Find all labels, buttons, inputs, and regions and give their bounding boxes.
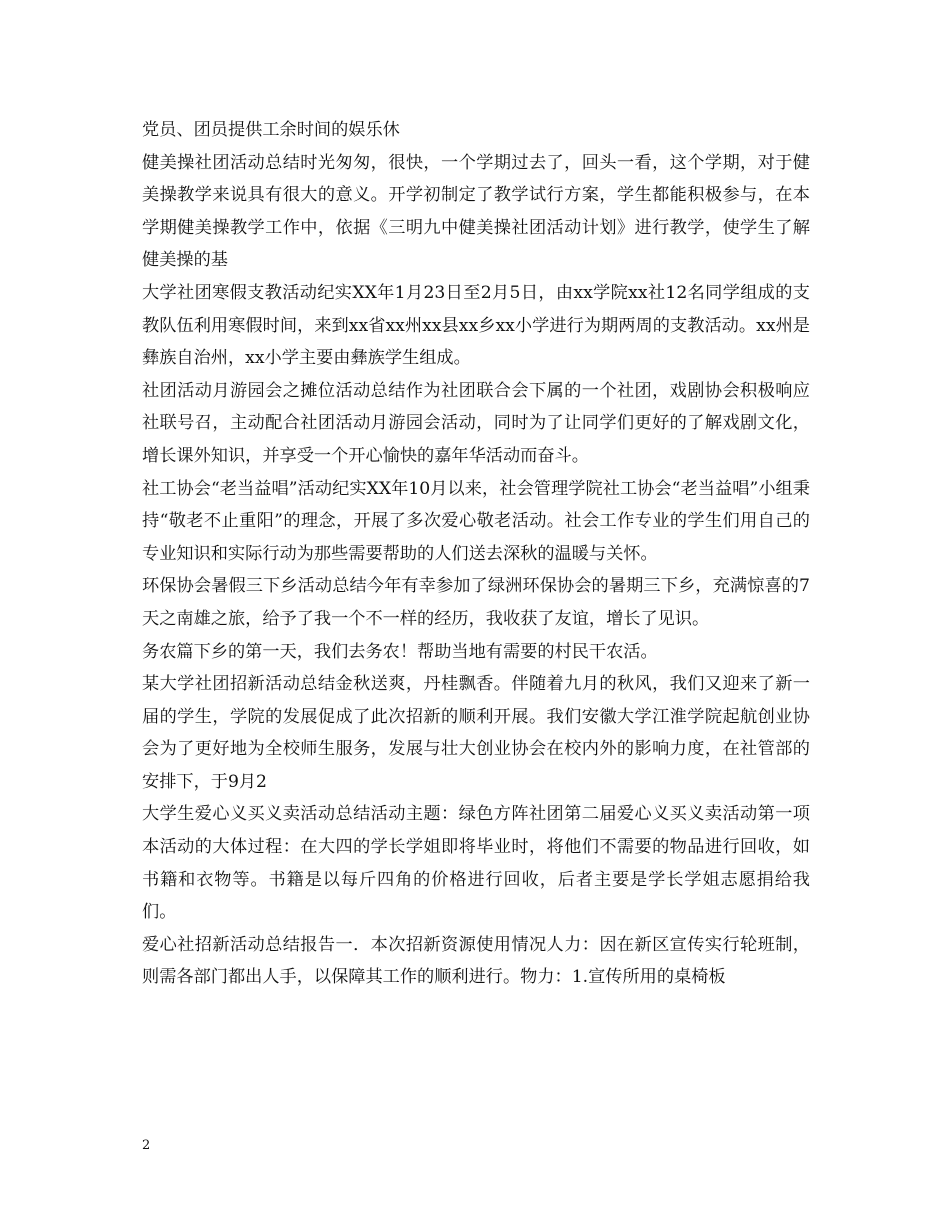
paragraph: 社团活动月游园会之摊位活动总结作为社团联合会下属的一个社团，戏剧协会积极响应社联号召，主动配合社团活动月游园会活动，同时为了让同学们更好的了解戏剧文化，增长课外知识，并享受一个开心愉快的嘉年华活动而奋斗。	[142, 380, 810, 466]
paragraph: 健美操社团活动总结时光匆匆，很快，一个学期过去了，回头一看，这个学期，对于健美操教学来说具有很大的意义。开学初制定了教学试行方案，学生都能积极参与，在本学期健美操教学工作中，依据《三明九中健美操社团活动计划》进行教学，使学生了解健美操的基	[142, 152, 810, 271]
paragraph: 党员、团员提供工余时间的娱乐休	[142, 120, 400, 140]
document-body	[142, 114, 828, 994]
paragraph: 大学社团寒假支教活动纪实XX年1月23日至2月5日，由xx学院xx社12名同学组成的支教队伍利用寒假时间，来到xx省xx州xx县xx乡xx小学进行为期两周的支教活动。xx州是彝族自治州，xx小学主要由彝族学生组成。	[142, 282, 810, 369]
paragraph: 大学生爱心义买义卖活动总结活动主题：绿色方阵社团第二届爱心义买义卖活动第一项 本活动的大体过程：在大四的学长学姐即将毕业时，将他们不需要的物品进行回收，如书籍和衣物等。书籍是以每斤四角的价格进行回收，后者主要是学长学姐志愿捐给我们。	[142, 804, 828, 923]
paragraph: 爱心社招新活动总结报告一．本次招新资源使用情况人力：因在新区宣传实行轮班制，则需各部门都出人手，以保障其工作的顺利进行。物力：1.宣传所用的桌椅板	[142, 934, 810, 988]
paragraph: 某大学社团招新活动总结金秋送爽，丹桂飘香。伴随着九月的秋风，我们又迎来了新一届的学生，学院的发展促成了此次招新的顺利开展。我们安徽大学江淮学院起航创业协会为了更好地为全校师生服务，发展与壮大创业协会在校内外的影响力度，在社管部的安排下，于9月2	[142, 674, 810, 792]
page-number: 2	[142, 1138, 151, 1153]
paragraph: 务农篇下乡的第一天，我们去务农！帮助当地有需要的村民干农活。	[142, 641, 658, 662]
paragraph: 社工协会“老当益唱”活动纪实XX年10月以来，社会管理学院社工协会“老当益唱”小组秉持“敬老不止重阳”的理念，开展了多次爱心敬老活动。社会工作专业的学生们用自己的专业知识和实际行动为那些需要帮助的人们送去深秋的温暖与关怀。	[142, 478, 810, 564]
paragraph: 环保协会暑假三下乡活动总结今年有幸参加了绿洲环保协会的暑期三下乡，充满惊喜的7天之南雄之旅，给予了我一个不一样的经历，我收获了友谊，增长了见识。	[142, 576, 810, 629]
